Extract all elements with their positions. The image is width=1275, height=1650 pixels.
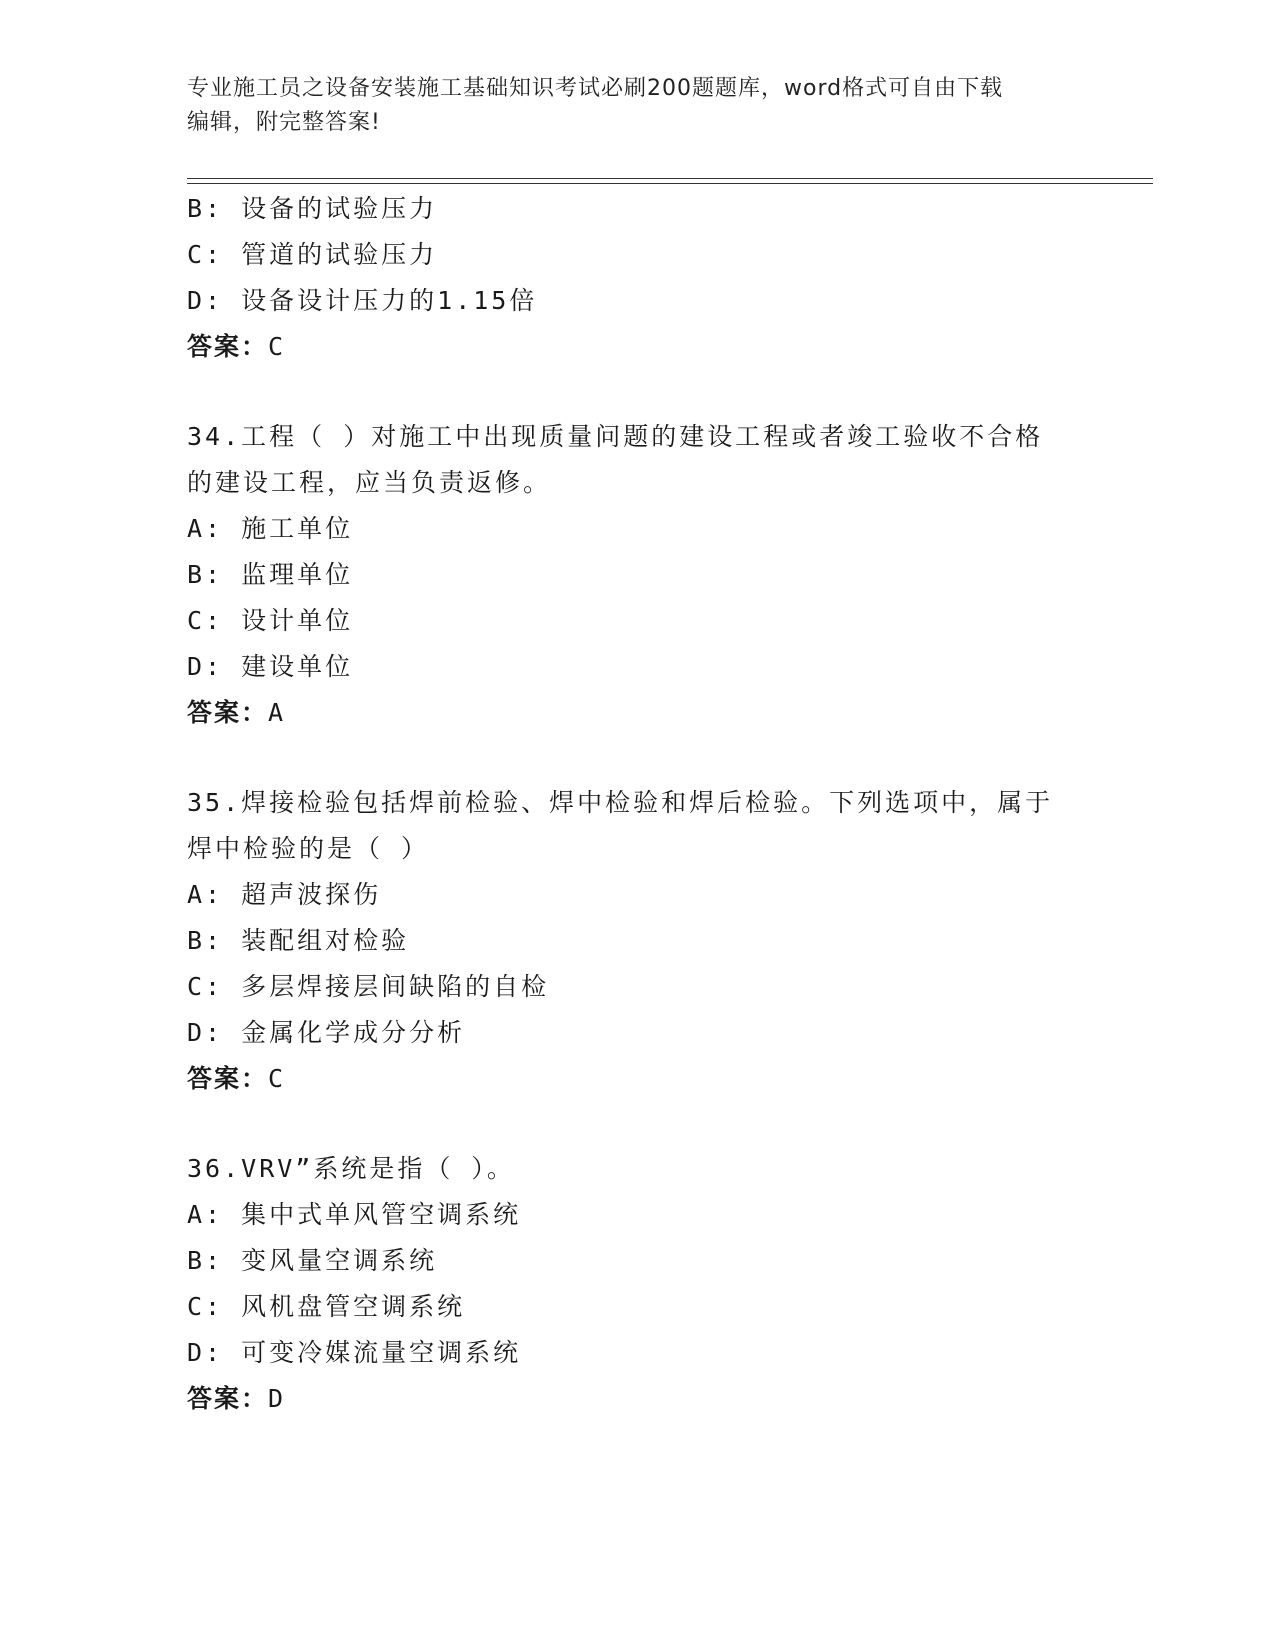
answer-label: 答案： bbox=[187, 698, 269, 727]
answer-line bbox=[187, 690, 1087, 736]
option-a: A: 集中式单风管空调系统 bbox=[187, 1200, 522, 1229]
answer-value: C bbox=[268, 332, 286, 361]
spacer bbox=[187, 1102, 1087, 1146]
option-a: A: 施工单位 bbox=[187, 514, 354, 543]
spacer bbox=[187, 370, 1087, 414]
option-b: B: 变风量空调系统 bbox=[187, 1246, 438, 1275]
answer-label: 答案： bbox=[187, 1384, 269, 1413]
option-c: C: 设计单位 bbox=[187, 606, 354, 635]
answer-line bbox=[187, 1056, 1087, 1102]
question-list bbox=[187, 186, 1087, 1422]
option-c: C: 管道的试验压力 bbox=[187, 240, 438, 269]
option-b: B: 设备的试验压力 bbox=[187, 194, 438, 223]
question-stem-line-1: 36.VRV”系统是指（ ）。 bbox=[187, 1154, 515, 1183]
option-a: A: 超声波探伤 bbox=[187, 880, 382, 909]
header-divider-top bbox=[187, 178, 1153, 179]
answer-label: 答案： bbox=[187, 1064, 269, 1093]
question-stem-line-1: 34.工程（ ）对施工中出现质量问题的建设工程或者竣工验收不合格 bbox=[187, 422, 1044, 451]
option-c: C: 风机盘管空调系统 bbox=[187, 1292, 466, 1321]
answer-value: D bbox=[268, 1384, 286, 1413]
option-d: D: 可变冷媒流量空调系统 bbox=[187, 1338, 522, 1367]
option-d: D: 金属化学成分分析 bbox=[187, 1018, 466, 1047]
answer-value: C bbox=[268, 1064, 286, 1093]
question-stem-line-2: 焊中检验的是（ ） bbox=[187, 834, 430, 863]
option-b: B: 监理单位 bbox=[187, 560, 354, 589]
header-divider-bottom bbox=[187, 183, 1153, 184]
question-stem-line-1: 35.焊接检验包括焊前检验、焊中检验和焊后检验。下列选项中，属于 bbox=[187, 788, 1054, 817]
option-b: B: 装配组对检验 bbox=[187, 926, 410, 955]
option-d: D: 建设单位 bbox=[187, 652, 354, 681]
option-c: C: 多层焊接层间缺陷的自检 bbox=[187, 972, 550, 1001]
question-36 bbox=[187, 1146, 1087, 1422]
spacer bbox=[187, 736, 1087, 780]
header-title-line-1: 专业施工员之设备安装施工基础知识考试必刷200题题库，word格式可自由下载 bbox=[187, 76, 1004, 101]
question-33 bbox=[187, 186, 1087, 370]
question-34 bbox=[187, 414, 1087, 736]
question-stem-line-2: 的建设工程，应当负责返修。 bbox=[187, 468, 552, 497]
document-header bbox=[187, 72, 1067, 140]
header-title-line-2: 编辑，附完整答案! bbox=[187, 110, 381, 135]
question-35 bbox=[187, 780, 1087, 1102]
answer-line bbox=[187, 324, 1087, 370]
answer-label: 答案： bbox=[187, 332, 269, 361]
option-d: D: 设备设计压力的1.15倍 bbox=[187, 286, 538, 315]
answer-line bbox=[187, 1376, 1087, 1422]
answer-value: A bbox=[268, 698, 286, 727]
